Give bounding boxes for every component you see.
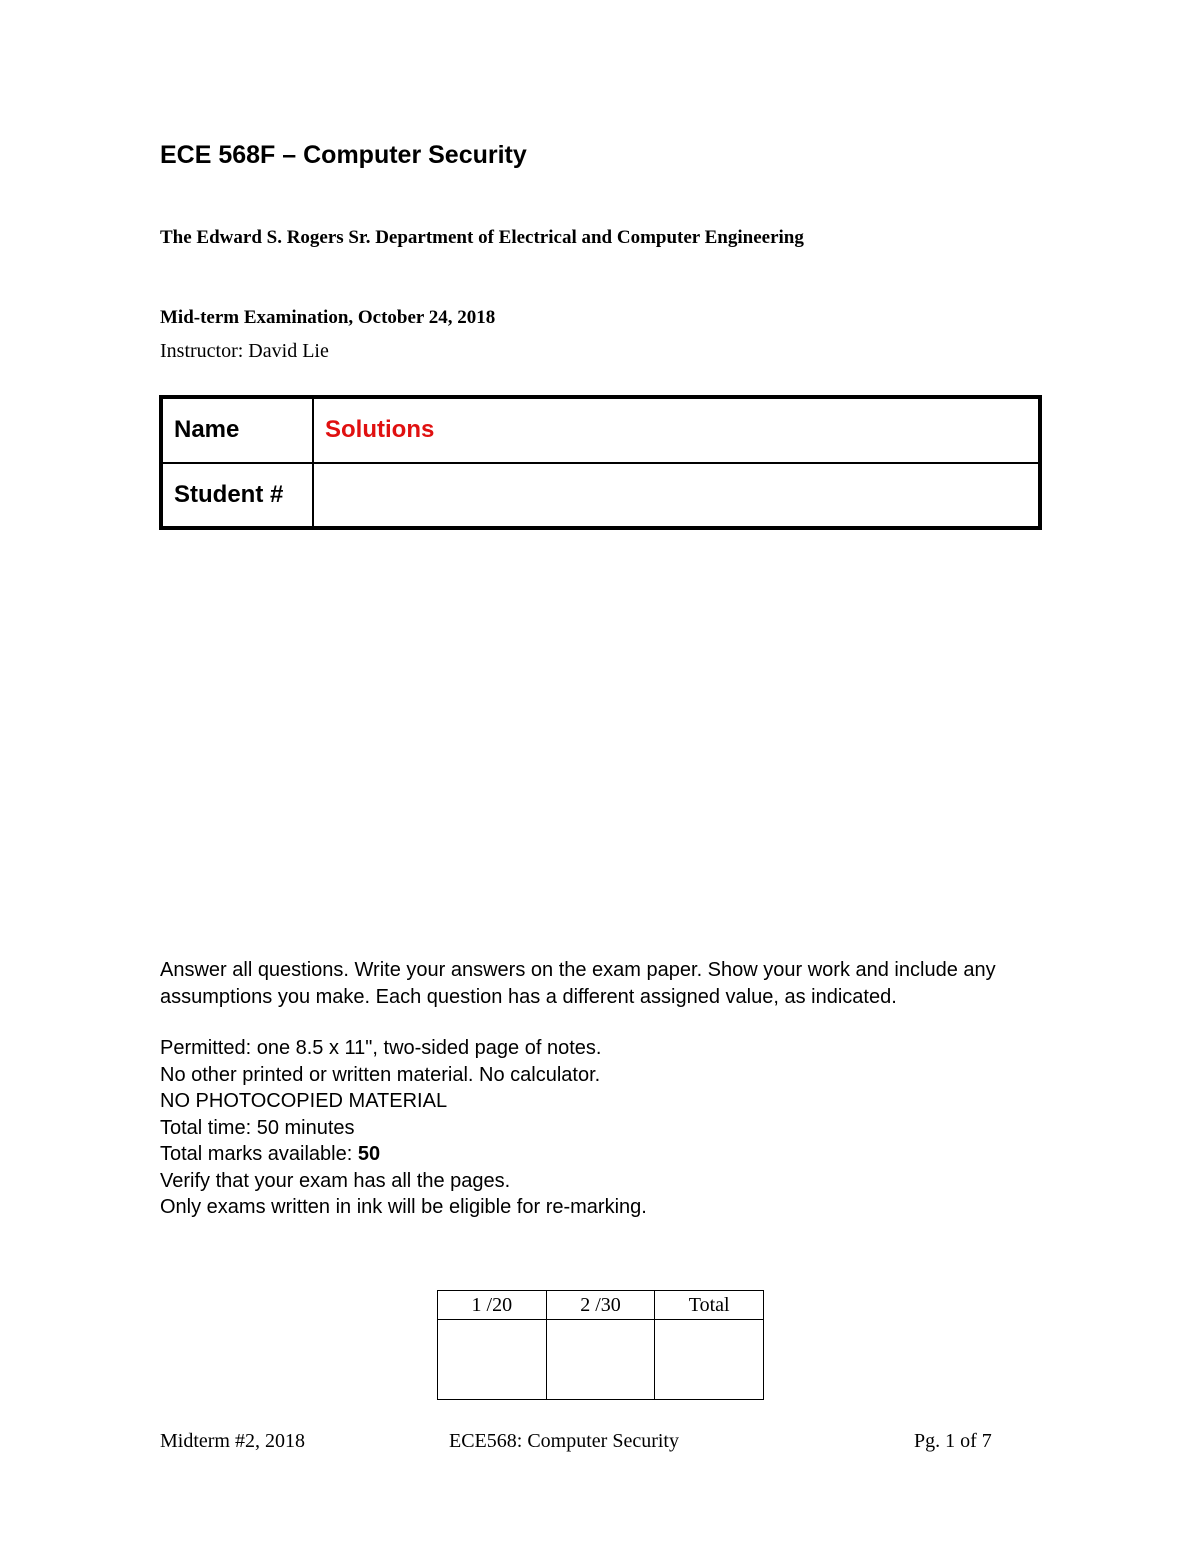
course-title: ECE 568F – Computer Security: [160, 141, 527, 169]
permitted-materials: Permitted: one 8.5 x 11", two-sided page of notes.: [160, 1037, 602, 1059]
student-id-table: [159, 395, 1042, 530]
score-header-q1: 1 /20: [438, 1291, 547, 1320]
total-marks: [160, 1141, 1040, 1168]
student-number-value[interactable]: [313, 463, 1040, 529]
total-marks-label: Total marks available:: [160, 1143, 358, 1165]
footer-page-number: Pg. 1 of 7: [914, 1430, 992, 1452]
total-marks-value: 50: [357, 1143, 381, 1165]
score-value-total[interactable]: [655, 1320, 764, 1400]
score-header-total: Total: [655, 1291, 764, 1320]
name-row: [161, 397, 1040, 463]
department-name: The Edward S. Rogers Sr. Department of Electrical and Computer Engineering: [160, 227, 804, 248]
score-value-q1[interactable]: [438, 1320, 547, 1400]
score-value-row: [438, 1320, 764, 1400]
no-other-materials: No other printed or written material. No calculator.: [160, 1063, 601, 1086]
name-value[interactable]: Solutions: [313, 397, 1040, 463]
student-number-label: Student #: [161, 463, 313, 529]
score-header-row: [438, 1291, 764, 1320]
exam-title: Mid-term Examination, October 24, 2018: [160, 307, 496, 328]
score-value-q2[interactable]: [546, 1320, 655, 1400]
student-number-row: [161, 463, 1040, 529]
ink-remark-note: Only exams written in ink will be eligible for re-marking.: [160, 1196, 647, 1218]
score-header-q2: 2 /30: [546, 1291, 655, 1320]
verify-pages: Verify that your exam has all the pages.: [160, 1169, 511, 1192]
footer-course-label: ECE568: Computer Security: [449, 1430, 679, 1452]
instructor-line: Instructor: David Lie: [160, 340, 329, 362]
instructions-intro: Answer all questions. Write your answers on the exam paper. Show your work and include any assumptions you make. Each question has a different assigned value, as indicated.: [160, 959, 996, 1008]
total-time: Total time: 50 minutes: [160, 1116, 355, 1139]
no-photocopied-material: NO PHOTOCOPIED MATERIAL: [160, 1090, 448, 1112]
footer-exam-label: Midterm #2, 2018: [160, 1430, 305, 1452]
score-table: [437, 1290, 764, 1400]
name-label: Name: [161, 397, 313, 463]
exam-instructions: [160, 957, 1040, 1221]
